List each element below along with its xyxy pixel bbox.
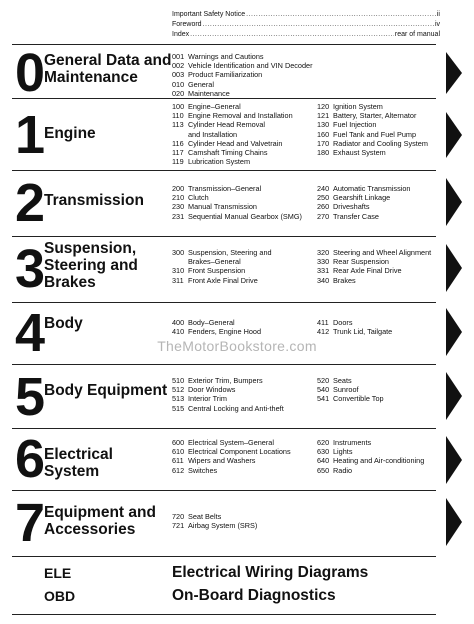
diagram-code: OBD bbox=[44, 588, 76, 604]
list-item[interactable] bbox=[317, 111, 442, 120]
item-text: Seat Belts bbox=[188, 512, 222, 521]
item-text: Brakes–General bbox=[188, 257, 241, 267]
list-item[interactable] bbox=[317, 193, 442, 202]
list-item[interactable] bbox=[172, 466, 316, 475]
item-code: 411 bbox=[317, 318, 329, 327]
item-text: Central Locking and Anti-theft bbox=[188, 403, 284, 413]
section-number: 3 bbox=[15, 239, 44, 299]
item-text: Transmission–General bbox=[188, 184, 262, 193]
divider bbox=[12, 614, 436, 615]
item-code: 630 bbox=[317, 447, 330, 457]
section-6-electrical[interactable] bbox=[12, 430, 462, 490]
list-item[interactable] bbox=[172, 89, 316, 98]
list-item[interactable] bbox=[172, 148, 316, 157]
item-text: Body–General bbox=[188, 318, 235, 327]
list-item[interactable] bbox=[172, 139, 316, 148]
item-code: 240 bbox=[317, 184, 330, 193]
list-item[interactable] bbox=[317, 257, 442, 266]
item-code: 210 bbox=[172, 193, 185, 203]
section-5-body-equipment[interactable] bbox=[12, 366, 462, 428]
item-code: 020 bbox=[172, 88, 185, 98]
section-number: 2 bbox=[15, 173, 44, 233]
item-text: Suspension, Steering and bbox=[188, 248, 272, 257]
watermark: TheMotorBookstore.com bbox=[157, 338, 317, 354]
item-code: 512 bbox=[172, 385, 185, 395]
list-item[interactable] bbox=[172, 266, 316, 275]
item-code: 541 bbox=[317, 394, 330, 404]
item-code: 721 bbox=[172, 521, 185, 531]
column-right bbox=[317, 184, 442, 221]
list-item[interactable] bbox=[172, 61, 316, 70]
item-text: Radiator and Cooling System bbox=[333, 138, 428, 148]
item-code: 001 bbox=[172, 52, 185, 61]
section-title: Engine bbox=[44, 125, 96, 142]
list-item[interactable] bbox=[172, 120, 316, 129]
list-item[interactable] bbox=[172, 318, 316, 327]
list-item[interactable] bbox=[317, 184, 442, 193]
front-label: Index bbox=[172, 31, 190, 38]
item-code: 340 bbox=[317, 275, 330, 285]
divider bbox=[12, 490, 436, 491]
list-item[interactable] bbox=[172, 521, 316, 530]
item-text: Steering and Wheel Alignment bbox=[333, 248, 432, 257]
column-right bbox=[317, 318, 442, 336]
item-text: Brakes bbox=[333, 275, 356, 285]
divider bbox=[12, 556, 436, 557]
diagram-row-obd[interactable] bbox=[12, 586, 452, 608]
tab-arrow-icon[interactable] bbox=[446, 436, 462, 484]
section-number: 7 bbox=[15, 493, 44, 553]
section-title: Suspension, Steering and Brakes bbox=[44, 240, 138, 291]
column-left bbox=[172, 102, 316, 166]
item-text: Heating and Air-conditioning bbox=[333, 456, 425, 466]
list-item[interactable] bbox=[172, 212, 316, 221]
list-item[interactable] bbox=[317, 212, 442, 221]
list-item[interactable] bbox=[317, 447, 442, 456]
item-code: 611 bbox=[172, 456, 184, 466]
section-1-engine[interactable] bbox=[12, 100, 462, 170]
item-text: Door Windows bbox=[188, 385, 236, 395]
item-text: Lubrication System bbox=[188, 157, 251, 167]
item-code: 170 bbox=[317, 138, 330, 148]
section-title: Transmission bbox=[44, 192, 144, 209]
leader-dots bbox=[246, 10, 436, 20]
item-text: General bbox=[188, 79, 214, 89]
item-code: 330 bbox=[317, 257, 330, 267]
item-code: 320 bbox=[317, 248, 330, 257]
list-item[interactable] bbox=[172, 193, 316, 202]
list-item[interactable] bbox=[317, 276, 442, 285]
list-item[interactable] bbox=[172, 276, 316, 285]
item-code: 331 bbox=[317, 266, 330, 276]
item-text: Exterior Trim, Bumpers bbox=[188, 376, 263, 385]
section-number: 1 bbox=[15, 105, 44, 165]
list-item[interactable] bbox=[172, 257, 316, 266]
item-text: Automatic Transmission bbox=[333, 184, 411, 193]
front-row-safety[interactable] bbox=[172, 10, 440, 20]
item-code: 510 bbox=[172, 376, 185, 385]
item-code: 520 bbox=[317, 376, 330, 385]
item-text: Warnings and Cautions bbox=[188, 52, 264, 61]
item-text: Instruments bbox=[333, 438, 372, 447]
front-matter bbox=[172, 10, 440, 40]
list-item[interactable] bbox=[317, 394, 442, 403]
item-text: Radio bbox=[333, 465, 353, 475]
tab-arrow-icon[interactable] bbox=[446, 178, 462, 226]
front-row-foreword[interactable] bbox=[172, 20, 440, 30]
item-code: 160 bbox=[317, 129, 330, 139]
item-code: 121 bbox=[317, 111, 330, 121]
list-item[interactable] bbox=[172, 102, 316, 111]
column-left bbox=[172, 318, 316, 336]
item-text: Doors bbox=[333, 318, 353, 327]
item-text: Manual Transmission bbox=[188, 202, 257, 212]
item-code: 250 bbox=[317, 193, 330, 203]
item-code: 513 bbox=[172, 394, 185, 404]
item-code: 120 bbox=[317, 102, 330, 111]
list-item[interactable] bbox=[317, 139, 442, 148]
item-code: 260 bbox=[317, 202, 330, 212]
item-code: 610 bbox=[172, 447, 185, 457]
column-left bbox=[172, 52, 316, 98]
column-right bbox=[317, 438, 442, 475]
item-text: Cylinder Head Removal bbox=[188, 120, 266, 130]
item-code: 412 bbox=[317, 327, 330, 337]
front-page: ii bbox=[436, 11, 440, 18]
list-item[interactable] bbox=[317, 456, 442, 465]
divider bbox=[12, 236, 436, 237]
list-item[interactable] bbox=[317, 266, 442, 275]
tab-arrow-icon[interactable] bbox=[446, 244, 462, 292]
item-code bbox=[172, 257, 188, 266]
item-code: 612 bbox=[172, 465, 185, 475]
diagram-code: ELE bbox=[44, 565, 72, 581]
item-text: Front Suspension bbox=[188, 266, 246, 276]
item-text: Cylinder Head and Valvetrain bbox=[188, 138, 283, 148]
list-item[interactable] bbox=[172, 512, 316, 521]
list-item[interactable] bbox=[172, 248, 316, 257]
list-item[interactable] bbox=[317, 148, 442, 157]
list-item[interactable] bbox=[172, 130, 316, 139]
item-code: 400 bbox=[172, 318, 185, 327]
section-3-suspension[interactable] bbox=[12, 238, 462, 302]
section-0-general-data[interactable] bbox=[12, 43, 462, 103]
item-text: Clutch bbox=[188, 193, 209, 203]
list-item[interactable] bbox=[317, 466, 442, 475]
item-text: Gearshift Linkage bbox=[333, 193, 391, 203]
divider bbox=[12, 428, 436, 429]
section-title: Body Equipment bbox=[44, 382, 168, 399]
front-label: Foreword bbox=[172, 21, 202, 28]
tab-arrow-icon[interactable] bbox=[446, 498, 462, 546]
list-item[interactable] bbox=[317, 327, 442, 336]
item-code: 310 bbox=[172, 266, 185, 276]
item-text: Rear Suspension bbox=[333, 257, 389, 267]
list-item[interactable] bbox=[172, 447, 316, 456]
list-item[interactable] bbox=[317, 102, 442, 111]
item-text: Sunroof bbox=[333, 385, 359, 395]
front-row-index[interactable] bbox=[172, 30, 440, 40]
front-label: Important Safety Notice bbox=[172, 11, 246, 18]
section-7-accessories[interactable] bbox=[12, 492, 462, 556]
list-item[interactable] bbox=[172, 438, 316, 447]
column-left bbox=[172, 376, 316, 413]
item-text: Product Familiarization bbox=[188, 70, 263, 80]
leader-dots bbox=[203, 20, 434, 30]
item-text: Engine–General bbox=[188, 102, 241, 111]
item-code: 231 bbox=[172, 211, 185, 221]
list-item[interactable] bbox=[172, 184, 316, 193]
divider bbox=[12, 170, 436, 171]
item-text: Switches bbox=[188, 465, 218, 475]
section-number: 6 bbox=[15, 429, 44, 489]
item-text: Wipers and Washers bbox=[188, 456, 256, 466]
section-number: 5 bbox=[15, 367, 44, 427]
section-number: 4 bbox=[15, 303, 44, 363]
list-item[interactable] bbox=[172, 327, 316, 336]
item-code: 117 bbox=[172, 148, 184, 158]
item-text: Lights bbox=[333, 447, 353, 457]
list-item[interactable] bbox=[317, 376, 442, 385]
list-item[interactable] bbox=[317, 438, 442, 447]
section-2-transmission[interactable] bbox=[12, 172, 462, 236]
item-text: Ignition System bbox=[333, 102, 383, 111]
item-text: Convertible Top bbox=[333, 394, 384, 404]
item-code: 100 bbox=[172, 102, 185, 111]
item-code: 640 bbox=[317, 456, 330, 466]
item-text: Camshaft Timing Chains bbox=[188, 148, 268, 158]
item-code bbox=[172, 130, 188, 139]
item-code: 003 bbox=[172, 70, 185, 80]
item-code: 180 bbox=[317, 148, 330, 158]
item-code: 230 bbox=[172, 202, 185, 212]
item-text: Engine Removal and Installation bbox=[188, 111, 293, 121]
list-item[interactable] bbox=[172, 80, 316, 89]
item-code: 002 bbox=[172, 61, 185, 71]
column-left bbox=[172, 248, 316, 285]
tab-arrow-icon[interactable] bbox=[446, 112, 462, 158]
item-code: 515 bbox=[172, 403, 185, 413]
diagram-row-ele[interactable] bbox=[12, 563, 452, 585]
front-page: rear of manual bbox=[394, 31, 440, 38]
item-text: Trunk Lid, Tailgate bbox=[333, 327, 393, 337]
item-text: Airbag System (SRS) bbox=[188, 521, 258, 531]
item-text: and Installation bbox=[188, 129, 238, 139]
section-number: 0 bbox=[15, 43, 44, 103]
item-code: 410 bbox=[172, 327, 185, 337]
diagram-title: Electrical Wiring Diagrams bbox=[172, 564, 369, 581]
tab-arrow-icon[interactable] bbox=[446, 372, 462, 420]
divider bbox=[12, 44, 436, 45]
item-text: Fuel Tank and Fuel Pump bbox=[333, 129, 417, 139]
list-item[interactable] bbox=[317, 248, 442, 257]
front-page: iv bbox=[434, 21, 440, 28]
section-4-body[interactable] bbox=[12, 304, 462, 364]
list-item[interactable] bbox=[317, 120, 442, 129]
divider bbox=[12, 98, 436, 99]
list-item[interactable] bbox=[172, 394, 316, 403]
list-item[interactable] bbox=[317, 318, 442, 327]
list-item[interactable] bbox=[317, 130, 442, 139]
item-code: 650 bbox=[317, 465, 330, 475]
item-text: Sequential Manual Gearbox (SMG) bbox=[188, 211, 302, 221]
column-right bbox=[317, 102, 442, 157]
list-item[interactable] bbox=[172, 52, 316, 61]
list-item[interactable] bbox=[172, 385, 316, 394]
item-code: 113 bbox=[172, 120, 184, 130]
item-code: 620 bbox=[317, 438, 330, 447]
item-code: 300 bbox=[172, 248, 185, 257]
item-text: Maintenance bbox=[188, 88, 230, 98]
divider bbox=[12, 302, 436, 303]
diagram-title: On-Board Diagnostics bbox=[172, 587, 336, 604]
list-item[interactable] bbox=[317, 385, 442, 394]
list-item[interactable] bbox=[317, 202, 442, 211]
list-item[interactable] bbox=[172, 111, 316, 120]
item-code: 720 bbox=[172, 512, 185, 521]
item-text: Fuel Injection bbox=[333, 120, 377, 130]
item-code: 270 bbox=[317, 211, 330, 221]
item-text: Driveshafts bbox=[333, 202, 370, 212]
item-text: Seats bbox=[333, 376, 352, 385]
divider bbox=[12, 364, 436, 365]
item-text: Front Axle Final Drive bbox=[188, 275, 258, 285]
list-item[interactable] bbox=[172, 157, 316, 166]
item-code: 540 bbox=[317, 385, 330, 395]
item-text: Rear Axle Final Drive bbox=[333, 266, 402, 276]
item-code: 311 bbox=[172, 275, 184, 285]
item-text: Fenders, Engine Hood bbox=[188, 327, 262, 337]
item-text: Exhaust System bbox=[333, 148, 386, 158]
item-code: 116 bbox=[172, 138, 184, 148]
list-item[interactable] bbox=[172, 456, 316, 465]
column-right bbox=[317, 376, 442, 404]
item-code: 200 bbox=[172, 184, 185, 193]
tab-arrow-icon[interactable] bbox=[446, 52, 462, 94]
section-title: Equipment and Accessories bbox=[44, 504, 156, 538]
list-item[interactable] bbox=[172, 404, 316, 413]
item-text: Interior Trim bbox=[188, 394, 227, 404]
item-code: 130 bbox=[317, 120, 330, 130]
item-code: 110 bbox=[172, 111, 184, 121]
section-title: Body bbox=[44, 315, 83, 332]
column-left bbox=[172, 512, 316, 530]
column-right bbox=[317, 248, 442, 285]
list-item[interactable] bbox=[172, 70, 316, 79]
item-text: Electrical Component Locations bbox=[188, 447, 291, 457]
section-title: Electrical System bbox=[44, 446, 113, 480]
item-code: 010 bbox=[172, 79, 185, 89]
item-text: Electrical System–General bbox=[188, 438, 274, 447]
column-left bbox=[172, 438, 316, 475]
leader-dots bbox=[190, 30, 394, 40]
item-code: 119 bbox=[172, 157, 184, 167]
section-title: General Data and Maintenance bbox=[44, 52, 172, 86]
item-text: Vehicle Identification and VIN Decoder bbox=[188, 61, 313, 71]
list-item[interactable] bbox=[172, 376, 316, 385]
item-text: Battery, Starter, Alternator bbox=[333, 111, 417, 121]
item-code: 600 bbox=[172, 438, 185, 447]
item-text: Transfer Case bbox=[333, 211, 379, 221]
list-item[interactable] bbox=[172, 202, 316, 211]
column-left bbox=[172, 184, 316, 221]
